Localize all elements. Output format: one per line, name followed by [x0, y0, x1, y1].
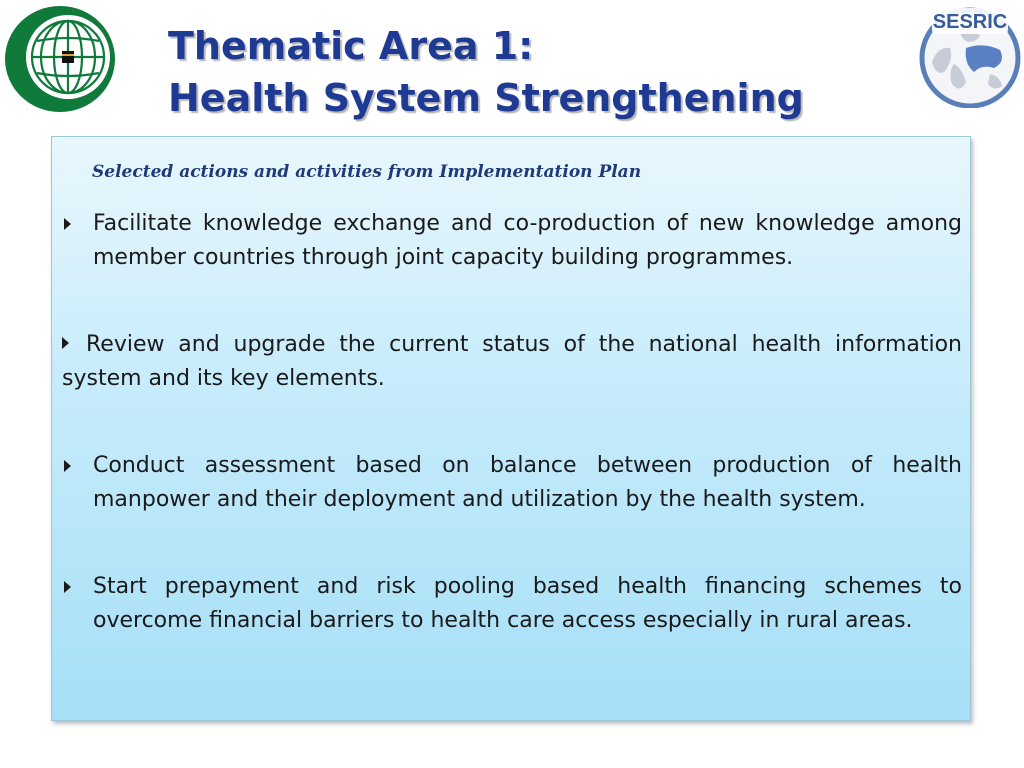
triangle-bullet-icon [64, 460, 71, 472]
oic-globe-icon [4, 5, 116, 113]
oic-logo [4, 5, 116, 113]
triangle-bullet-icon [64, 581, 71, 593]
triangle-bullet-icon [62, 337, 69, 349]
slide-title [168, 20, 908, 124]
title-line-1: Thematic Area 1: [168, 24, 534, 68]
sesric-logo [914, 2, 1022, 108]
content-panel [51, 136, 971, 721]
bullet-text-2: Review and upgrade the current status of the national health information system and its key elements. [62, 332, 962, 391]
panel-subtitle: Selected actions and activities from Implementation Plan [92, 162, 642, 182]
bullet-item-3 [62, 449, 962, 517]
bullet-text-1: Facilitate knowledge exchange and co-production of new knowledge among member countries through joint capacity building programmes. [93, 211, 962, 270]
bullet-item-1 [62, 207, 962, 275]
sesric-logo-text: SESRIC [932, 11, 1008, 33]
bullet-text-3: Conduct assessment based on balance between production of health manpower and their deployment and utilization by the health system. [93, 453, 962, 512]
sesric-globe-icon [914, 2, 1022, 108]
bullet-item-4 [62, 570, 962, 638]
triangle-bullet-icon [64, 218, 71, 230]
title-line-2: Health System Strengthening [168, 76, 804, 120]
bullet-text-4: Start prepayment and risk pooling based health financing schemes to overcome financial barriers to health care access especially in rural areas. [93, 574, 962, 633]
bullet-item-2 [62, 328, 962, 396]
